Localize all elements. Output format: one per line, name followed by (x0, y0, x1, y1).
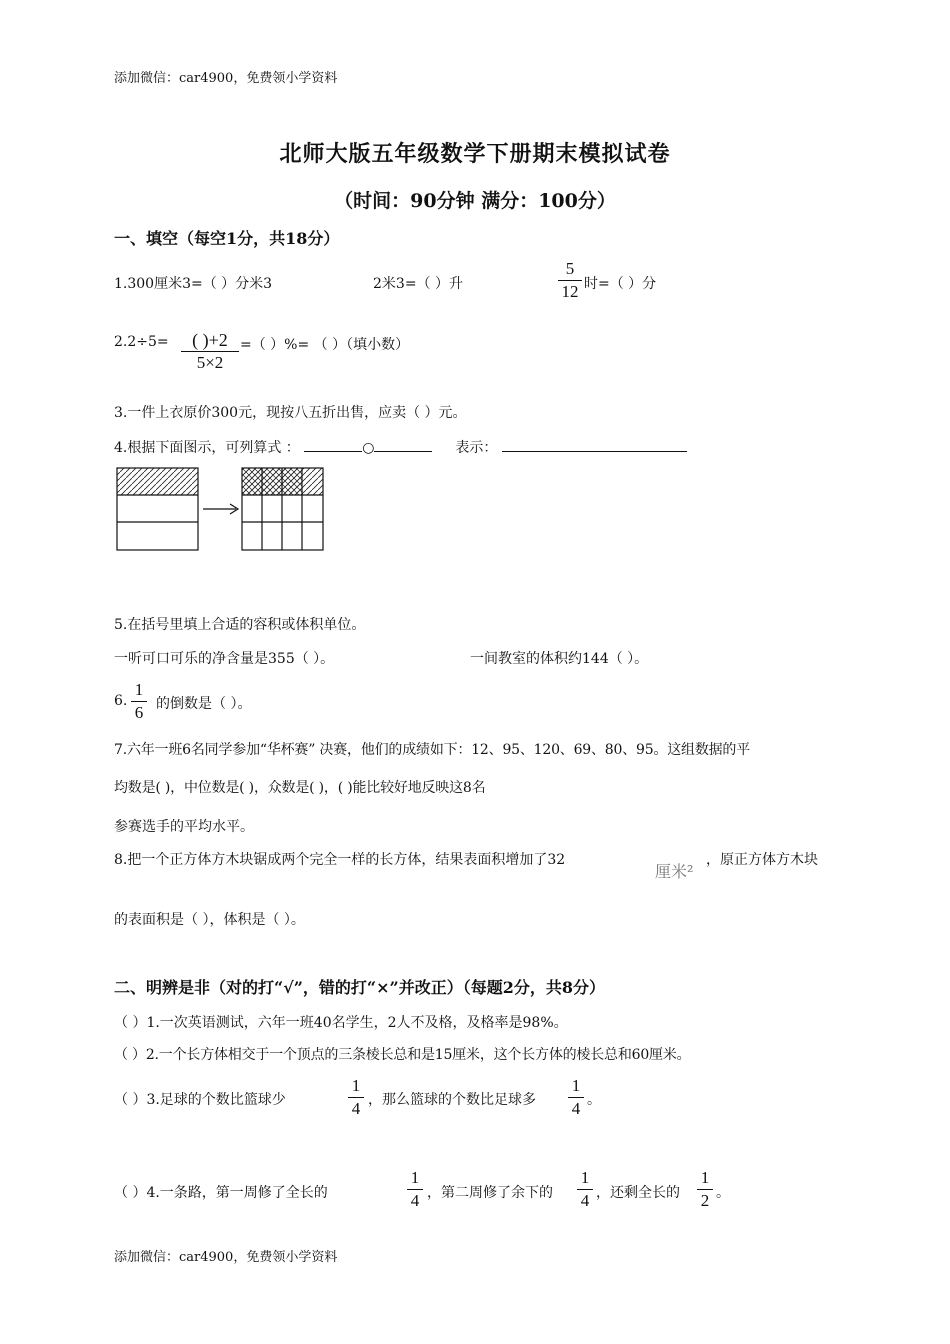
page-subtitle: （时间：90分钟 满分：100分） (334, 190, 616, 212)
q8-line-1-end: ，原正方体方木块 (706, 852, 818, 868)
s2-q1: （ ）1.一次英语测试，六年一班40名学生，2人不及格，及格率是98%。 (114, 1015, 568, 1031)
arrow-icon (203, 504, 238, 514)
s2-q3-part-a: （ ）3.足球的个数比篮球少 (114, 1092, 286, 1108)
q5-prompt: 5.在括号里填上合适的容积或体积单位。 (114, 617, 366, 633)
s2-q3-f2-den: 4 (571, 1099, 581, 1118)
s2-q4-part-d: 。 (716, 1185, 730, 1201)
q7-line-1: 7.六年一班6名同学参加“华杯赛” 决赛，他们的成绩如下：12、95、120、69、80、95。这组数据的平 (114, 742, 751, 758)
s2-q3-f1-num: 1 (351, 1076, 361, 1095)
q6-frac-den: 6 (134, 703, 144, 722)
q8-unit: 厘米² (655, 862, 694, 881)
section2-heading: 二、明辨是非（对的打“√”，错的打“×”并改正）（每题2分，共8分） (114, 978, 606, 997)
q2-frac-num: ( )+2 (192, 330, 228, 350)
watermark-top: 添加微信：car4900，免费领小学资料 (114, 71, 338, 86)
q6-number: 6. (114, 693, 128, 709)
s2-q3-part-c: 。 (587, 1092, 601, 1108)
s2-q4-part-b: ，第二周修了余下的 (427, 1185, 553, 1201)
s2-q4-f2-den: 4 (580, 1191, 590, 1210)
s2-q4-fraction-1 (407, 1168, 423, 1211)
q1-part-b: 2米3=（ ）升 (373, 276, 463, 292)
s2-q3-f2-num: 1 (571, 1076, 581, 1095)
q4-left-rect (117, 468, 198, 550)
s2-q4-f3-num: 1 (700, 1168, 710, 1187)
q6-frac-num: 1 (134, 680, 144, 699)
q1-part-c: 时=（ ）分 (584, 276, 657, 292)
s2-q4-fraction-2 (577, 1168, 593, 1211)
q4-prompt: 4.根据下面图示，可列算式 ： (114, 440, 300, 456)
q2-frac-den: 5×2 (196, 353, 224, 372)
s2-q4-fraction-3 (697, 1168, 713, 1211)
q4-blank-3[interactable] (502, 437, 687, 452)
q4-text (114, 437, 687, 457)
s2-q2: （ ）2.一个长方体相交于一个顶点的三条棱长总和是15厘米，这个长方体的棱长总和60厘米。 (114, 1047, 691, 1063)
q4-blank-2[interactable] (374, 437, 432, 452)
q8-line-2: 的表面积是（ ），体积是（ ）。 (114, 912, 305, 928)
q2-part-b: =（ ）%= （ ）（填小数） (240, 337, 410, 353)
q4-diagram (114, 466, 328, 554)
q5-part-a: 一听可口可乐的净含量是355（ ）。 (114, 651, 335, 667)
q1-frac-num: 5 (565, 259, 575, 278)
q3-text: 3.一件上衣原价300元，现按八五折出售，应卖（ ）元。 (114, 405, 467, 421)
s2-q4-f1-den: 4 (410, 1191, 420, 1210)
q8-line-1: 8.把一个正方体方木块锯成两个完全一样的长方体，结果表面积增加了32 (114, 852, 566, 868)
s2-q3-fraction-1 (348, 1076, 364, 1119)
s2-q3-f1-den: 4 (351, 1099, 361, 1118)
q1-fraction (558, 259, 582, 302)
page-title: 北师大版五年级数学下册期末模拟试卷 (279, 141, 671, 167)
q6-text: 的倒数是（ ）。 (156, 696, 252, 712)
s2-q4-part-a: （ ）4.一条路，第一周修了全长的 (114, 1185, 328, 1201)
q7-line-3: 参赛选手的平均水平。 (114, 819, 254, 835)
q2-part-a: 2.2÷5= (114, 334, 169, 350)
q4-express-label: 表示： (455, 440, 498, 456)
watermark-bottom: 添加微信：car4900，免费领小学资料 (114, 1250, 338, 1265)
q6-fraction (131, 680, 147, 723)
q4-operator-circle[interactable]: ○ (362, 440, 375, 456)
s2-q3-part-b: ，那么篮球的个数比足球多 (368, 1092, 536, 1108)
s2-q4-f1-num: 1 (410, 1168, 420, 1187)
q2-fraction (181, 330, 239, 373)
q4-right-grid (242, 468, 323, 550)
s2-q4-f2-num: 1 (580, 1168, 590, 1187)
q7-line-2: 均数是( )，中位数是( )，众数是( )，( )能比较好地反映这8名 (114, 780, 486, 796)
q4-blank-1[interactable] (304, 437, 362, 452)
s2-q4-part-c: ，还剩全长的 (596, 1185, 680, 1201)
s2-q4-f3-den: 2 (700, 1191, 710, 1210)
section1-heading: 一、填空（每空1分，共18分） (114, 229, 340, 248)
q5-part-b: 一间教室的体积约144（ ）。 (470, 651, 649, 667)
s2-q3-fraction-2 (568, 1076, 584, 1119)
q1-part-a: 1.300厘米3=（ ）分米3 (114, 276, 273, 292)
q1-frac-den: 12 (561, 282, 579, 301)
